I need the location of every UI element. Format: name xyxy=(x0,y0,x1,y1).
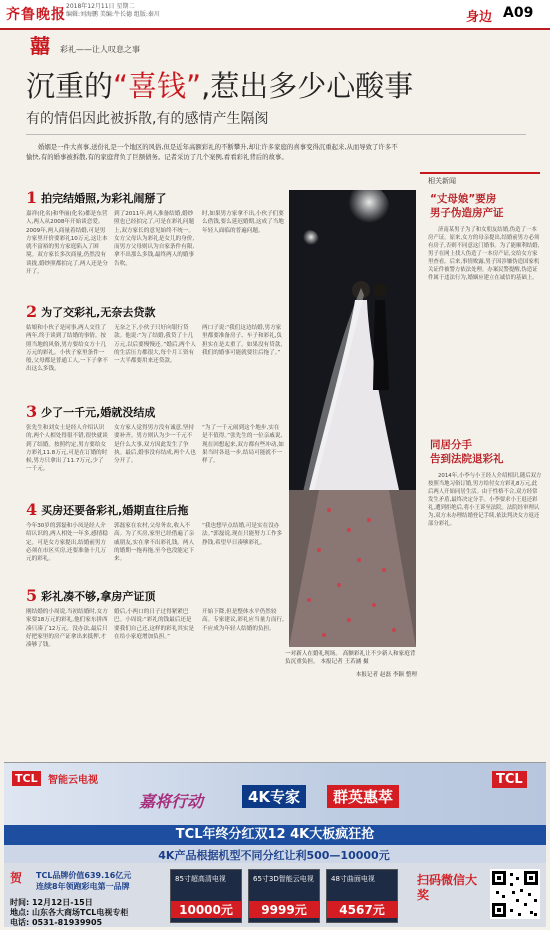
sidebar-header-label: 相关新闻 xyxy=(428,177,456,185)
tv-price: 4567元 xyxy=(327,901,397,918)
body-text: 婚后,小两口的日子过得紧紧巴巴。小周说:“彩礼的钱最后还是要我们自己还,这样的彩礼其实是在给小家庭增加负担。” xyxy=(114,609,195,640)
body-text: 时,如果男方家拿不出,小伙子们要么借钱,要么延迟婚期,这成了当地年轻人面临的普遍问题。 xyxy=(202,211,284,234)
body-text: 无奈之下,小伙子只好向银行贷款。他说:“为了结婚,我贷了十几万元,以后要慢慢还。”婚后,两个人的生活压力都很大,每个月工资有一大半都要用来还贷款。 xyxy=(114,325,196,365)
section-title: 拍完结婚照,为彩礼闹掰了 xyxy=(41,192,167,205)
body-text: 今年30岁的郭磊和小凤是经人介绍认识的,两人相处一年多,感情稳定。可是女方家提出,结婚前男方必须在市区买房,还要准备十几万元的彩礼。 xyxy=(26,523,108,563)
tcl-advertisement[interactable] xyxy=(4,762,546,927)
section-heading-1 xyxy=(26,188,166,207)
badge-group: 群英惠萃 xyxy=(327,785,399,808)
ad-slogan: 嘉将行动 xyxy=(139,792,204,811)
body-text: 女方家人觉得男方没有诚意,坚持要补齐。男方则认为少一千元不是什么大事,双方因此发生了争执。最后,婚事没有结成,两个人也分开了。 xyxy=(114,425,196,465)
headline xyxy=(26,64,413,105)
body-text: 张先生和刘女士是经人介绍认识的,两个人相处得很不错,很快就谈到了结婚。按照约定,男方要给女方彩礼11.8万元,可是在订婚的时候,男方只拿出了11.7万元,少了一千元。 xyxy=(26,425,108,473)
ad-offer: 4K产品根据机型不同分红让利500—10000元 xyxy=(158,849,390,862)
story-title-line: 同居分手 xyxy=(430,439,472,451)
body-text: 开始下降,但是整体水平仍然较高。专家建议,彩礼应当量力而行,不应成为年轻人结婚的负担。 xyxy=(202,609,284,632)
tv-offer[interactable] xyxy=(326,869,398,923)
story-title-line: 告到法院退彩礼 xyxy=(430,453,504,465)
issue-meta xyxy=(66,3,160,19)
ad-banner: TCL年终分红双12 4K大板疯狂抢 xyxy=(4,825,546,845)
tv-label: 85寸超高清电视 xyxy=(175,875,226,883)
section-name: 身边 xyxy=(466,10,493,25)
tcl-logo-right: TCL xyxy=(492,771,527,788)
promo-place: 地点: 山东各大商场TCL电视专柜 xyxy=(10,908,129,917)
body-text: “我也想早点结婚,可是实在没办法。”郭磊说,现在只能努力工作多挣钱,希望早日凑够彩礼。 xyxy=(202,523,283,546)
section-title: 为了交彩礼,无奈去贷款 xyxy=(41,306,156,319)
editor-credits: 编辑:刘海鹏 美编:牛长德 组版:秦川 xyxy=(66,11,160,18)
issue-date: 2018年12月11日 星期二 xyxy=(66,3,135,10)
body-text: 郭磊家在农村,父母务农,收入不高。为了买房,家里已经借遍了亲戚朋友,实在拿不出彩礼钱。两人的婚期一拖再拖,至今也没能定下来。 xyxy=(114,523,195,563)
section-number: 4 xyxy=(26,500,38,519)
tv-offer[interactable] xyxy=(248,869,320,923)
tv-price: 9999元 xyxy=(249,901,319,918)
section-number: 5 xyxy=(26,586,38,605)
body-text: 到了2011年,两人准备结婚,婚纱照也已经拍完了,可是在彩礼问题上,双方家长的意见始终不统一。女方父母认为彩礼是女儿的身价,而男方父母则认为自家条件有限,拿不出那么多钱,最终两人的婚事告吹。 xyxy=(114,211,195,267)
gift-char: 贺 xyxy=(10,871,23,885)
story-title-line: “丈母娘”要房 xyxy=(430,193,497,205)
section-title: 买房还要备彩礼,婚期直往后拖 xyxy=(41,504,189,517)
tv-price: 10000元 xyxy=(171,901,241,918)
headline-part1: 沉重的 xyxy=(26,69,114,103)
body-text: “为了一千元闹到这个地步,实在是不值得。”张先生的一位亲戚说,现在回想起来,双方都有些冲动,如果当时各退一步,结局可能就不一样了。 xyxy=(202,425,284,465)
badge-4k: 4K专家 xyxy=(242,785,306,808)
tv-label: 65寸3D智能云电视 xyxy=(253,875,314,883)
double-happiness-icon: 囍 xyxy=(30,34,50,58)
qr-code-icon[interactable] xyxy=(490,869,540,919)
headline-quoted: “喜钱” xyxy=(113,69,202,103)
tv-label: 48寸曲面电视 xyxy=(331,875,375,883)
column-label: 彩礼——让人叹息之事 xyxy=(60,45,140,54)
byline: 本报记者 赵磊 李颖 整理 xyxy=(355,671,417,678)
body-text: 姑娘和小伙子是同事,两人交往了两年,终于谈到了结婚的事情。按照当地的风俗,男方要给女方十几万元的彩礼。小伙子家里条件一般,父母都是普通工人,一下子拿不出这么多钱。 xyxy=(26,325,108,373)
sidebar-story1-title xyxy=(430,192,504,220)
section-title: 彩礼凑不够,拿房产证顶 xyxy=(41,590,156,603)
section-heading-2 xyxy=(26,302,155,321)
ad-top-band xyxy=(4,763,546,825)
tv-offer[interactable] xyxy=(170,869,242,923)
lead-paragraph: 婚姻是一件大喜事,送份礼是一个地区的风俗,但是近年高额彩礼的不断攀升,却让许多家庭的喜事变得沉重起来,从而导致了许多不愉快,有的婚事被拆散,有的家庭背负了巨额债务。记者采访了几个案例,看看彩礼背后的故事。 xyxy=(26,143,398,161)
scan-prompt: 扫码微信大奖 xyxy=(417,873,478,902)
section-number: 3 xyxy=(26,402,38,421)
section-heading-3 xyxy=(26,402,155,421)
headline-part2: ,惹出多少心酸事 xyxy=(201,69,414,103)
wedding-photo xyxy=(289,190,416,647)
section-number: 2 xyxy=(26,302,38,321)
ad-bottom-band xyxy=(4,863,546,927)
brand-value: TCL品牌价值639.16亿元 xyxy=(36,871,132,880)
section-title: 少了一千元,婚就没结成 xyxy=(41,406,156,419)
photo-caption xyxy=(285,650,417,679)
divider xyxy=(26,134,526,135)
subheadline: 有的情侣因此被拆散,有的感情产生隔阂 xyxy=(26,111,269,127)
brand-rank: 连续8年领跑彩电第一品牌 xyxy=(36,882,130,891)
tcl-tagline: 智能云电视 xyxy=(48,775,98,786)
story-title-line: 男子伪造房产证 xyxy=(430,207,504,219)
body-text: 两口子说:“我们这边结婚,男方家里都要准备房子、车子和彩礼,负担实在是太重了。如果没有贷款,我们的婚事可能就要往后拖了。” xyxy=(202,325,283,356)
caption-text: 一对新人在婚礼现场。 高额彩礼让不少新人和家庭背负沉重负担。 本报记者 王若涵 摄 xyxy=(285,651,416,666)
body-text: 刚结婚的小周说,当初结婚时,女方家要18万元的彩礼,他们家东拼西凑只凑了12万元。没办法,最后只好把家里的房产证拿出来抵押,才凑够了钱。 xyxy=(26,609,108,649)
tcl-logo: TCL xyxy=(12,771,41,786)
newspaper-logo: 齐鲁晚报 xyxy=(6,7,66,23)
section-heading-4 xyxy=(26,500,188,519)
page-number: A09 xyxy=(503,5,534,21)
section-heading-5 xyxy=(26,586,155,605)
section-number: 1 xyxy=(26,188,38,207)
promo-time: 时间: 12月12日-15日 xyxy=(10,898,93,907)
sidebar-story2-title xyxy=(430,438,504,466)
masthead xyxy=(0,0,550,30)
body-text: 嘉祥(化名)和华丽(化名)都是东营人,两人从2008年开始谈恋爱。2009年,两人商量着结婚,可是男方家里开价要彩礼10万元,这让本就不富裕的男方家庭陷入了困境。双方家长多次商量,仍然没有谈拢,婚纱照都拍完了,两人还是分开了。 xyxy=(26,211,108,276)
sidebar-story2-text: 2014年,小李与小王经人介绍相识,随后双方按照当地习俗订婚,男方给付女方彩礼8万元,此后两人开始同居生活。由于性格不合,双方经常发生矛盾,最终决定分手。小李要求小王退还彩礼,遭到拒绝后,将小王诉至法院。法院经审理认为,双方未办理结婚登记手续,依法判决女方返还部分彩礼。 xyxy=(428,473,542,527)
sidebar-header xyxy=(420,172,540,186)
promo-phone: 电话: 0531-81939905 xyxy=(10,918,103,927)
sidebar-story1-text: 济南某男子为了和女朋友结婚,伪造了一本房产证。原来,女方的母亲提出,结婚前男方必须有房子,否则不同意这门婚事。为了能顺利结婚,男子在网上找人伪造了一本房产证,交给女方家里查看。后来,事情败露,男子因涉嫌伪造国家机关证件被警方依法处理。办案民警提醒,伪造证件属于违法行为,婚姻应建立在诚信的基础上。 xyxy=(428,227,540,281)
